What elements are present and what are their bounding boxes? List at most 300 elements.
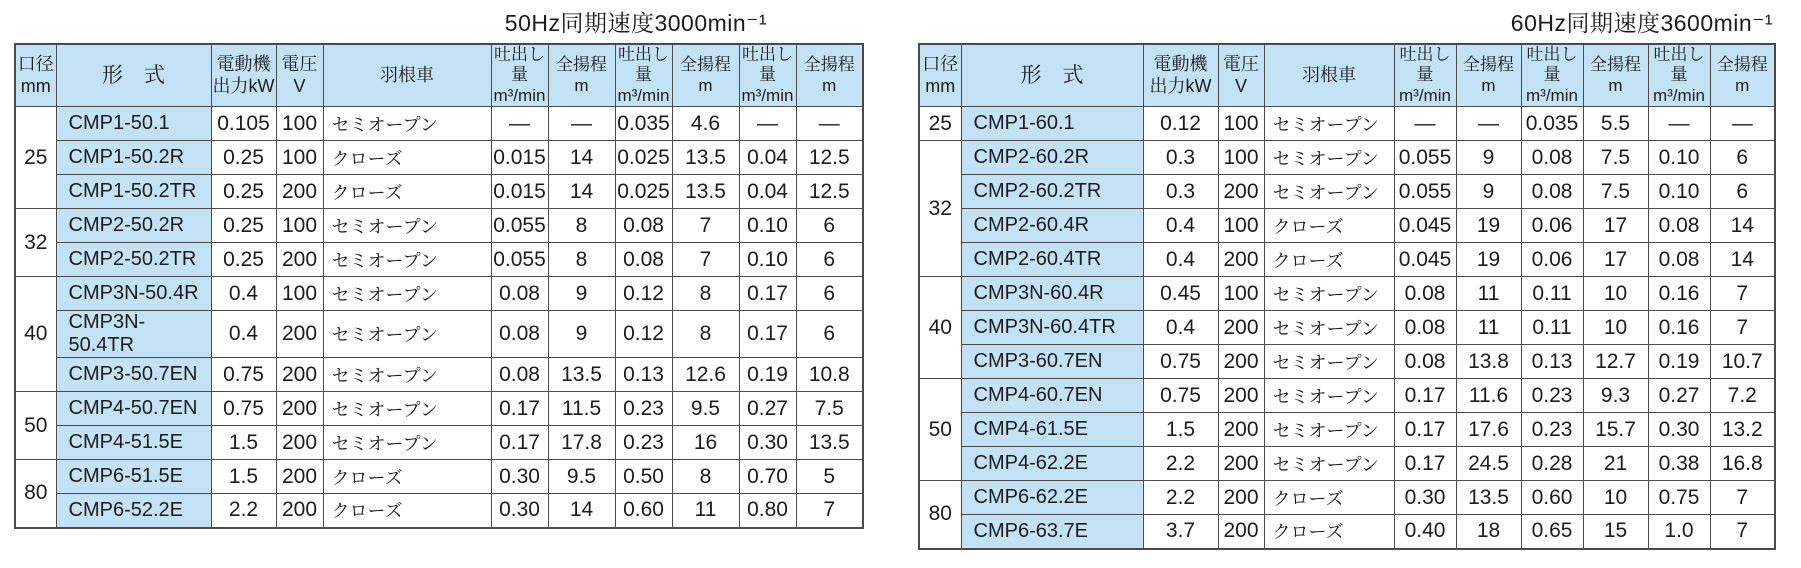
header-impeller xyxy=(1264,44,1394,107)
cell-total-head-3: 14 xyxy=(1710,243,1775,277)
cell-total-head-1: — xyxy=(1456,107,1521,141)
cell-discharge-1: 0.015 xyxy=(491,141,548,175)
cell-discharge-3: 0.19 xyxy=(739,358,796,392)
cell-impeller: クローズ xyxy=(323,494,491,528)
cell-motor-output: 0.25 xyxy=(211,243,276,277)
cell-model: CMP4-50.7EN xyxy=(56,392,211,426)
cell-voltage: 200 xyxy=(1218,311,1264,345)
cell-discharge-1: 0.30 xyxy=(1394,481,1456,515)
cell-motor-output: 3.7 xyxy=(1143,515,1218,549)
cell-discharge-2: 0.23 xyxy=(1521,379,1583,413)
cell-discharge-2: 0.60 xyxy=(1521,481,1583,515)
header-motor-output-label: 電動機 xyxy=(1153,53,1208,74)
cell-total-head-1: 24.5 xyxy=(1456,447,1521,481)
cell-model: CMP2-60.2TR xyxy=(961,175,1143,209)
spec-row xyxy=(919,243,1775,277)
cell-total-head-3: 6 xyxy=(1710,141,1775,175)
cell-total-head-2: 9.5 xyxy=(672,392,739,426)
header-impeller-label: 羽根車 xyxy=(1302,64,1356,85)
cell-discharge-3: 0.75 xyxy=(1648,481,1710,515)
cell-discharge-1: 0.055 xyxy=(491,243,548,277)
cell-voltage: 200 xyxy=(1218,175,1264,209)
cell-motor-output: 0.4 xyxy=(1143,243,1218,277)
header-discharge-3 xyxy=(739,44,796,107)
header-total-head-3-label: m xyxy=(822,75,837,95)
header-discharge-2-label: m³/min xyxy=(1526,85,1578,105)
cell-discharge-1: 0.055 xyxy=(1394,175,1456,209)
cell-discharge-3: 0.04 xyxy=(739,175,796,209)
cell-discharge-3: 0.17 xyxy=(739,277,796,311)
cell-total-head-3: 16.8 xyxy=(1710,447,1775,481)
cell-impeller: セミオープン xyxy=(323,209,491,243)
header-discharge-2 xyxy=(1521,44,1583,107)
cell-discharge-1: 0.08 xyxy=(1394,277,1456,311)
header-total-head-3-label: 全揚程 xyxy=(803,55,855,75)
spec-table-50hz xyxy=(14,43,864,529)
cell-model: CMP4-62.2E xyxy=(961,447,1143,481)
cell-total-head-2: 7.5 xyxy=(1583,141,1648,175)
header-impeller xyxy=(323,44,491,107)
cell-voltage: 200 xyxy=(1218,243,1264,277)
header-voltage-label: 電圧 xyxy=(281,53,318,74)
cell-voltage: 100 xyxy=(276,107,323,141)
cell-total-head-1: 9 xyxy=(548,311,615,358)
spec-row xyxy=(919,141,1775,175)
spec-row xyxy=(919,413,1775,447)
spec-table-head-50hz xyxy=(15,44,863,107)
header-model xyxy=(56,44,211,107)
header-discharge-2-label: 吐出し量 xyxy=(1526,45,1578,85)
cell-model: CMP2-60.2R xyxy=(961,141,1143,175)
spec-table-60hz xyxy=(918,43,1776,550)
header-total-head-2-label: m xyxy=(698,75,713,95)
table-title-60hz: 60Hz同期速度3600min⁻¹ xyxy=(1510,10,1773,36)
cell-total-head-1: 19 xyxy=(1456,243,1521,277)
header-discharge-3-label: m³/min xyxy=(741,85,794,105)
cell-discharge-2: 0.60 xyxy=(615,494,672,528)
cell-discharge-3: 0.10 xyxy=(739,209,796,243)
cell-total-head-2: 9.3 xyxy=(1583,379,1648,413)
cell-motor-output: 0.3 xyxy=(1143,141,1218,175)
cell-model: CMP6-63.7E xyxy=(961,515,1143,549)
cell-discharge-1: 0.08 xyxy=(1394,345,1456,379)
cell-impeller: セミオープン xyxy=(1264,141,1394,175)
cell-motor-output: 0.4 xyxy=(211,311,276,358)
spec-row xyxy=(919,311,1775,345)
cell-total-head-3: 6 xyxy=(796,209,863,243)
cell-total-head-1: 17.8 xyxy=(548,426,615,460)
header-bore-label: mm xyxy=(20,75,51,96)
header-voltage-label: V xyxy=(1234,75,1247,96)
cell-model: CMP1-60.1 xyxy=(961,107,1143,141)
cell-discharge-2: 0.23 xyxy=(615,392,672,426)
cell-impeller: セミオープン xyxy=(1264,345,1394,379)
cell-impeller: クローズ xyxy=(323,175,491,209)
cell-total-head-3: 7.5 xyxy=(796,392,863,426)
cell-discharge-3: 0.27 xyxy=(739,392,796,426)
header-bore-label: 口径 xyxy=(922,53,959,74)
cell-model: CMP4-61.5E xyxy=(961,413,1143,447)
header-bore-label: mm xyxy=(925,75,956,96)
header-motor-output-label: 出力kW xyxy=(1149,75,1212,96)
spec-table-head-60hz xyxy=(919,44,1775,107)
cell-bore: 40 xyxy=(919,277,961,379)
cell-discharge-1: 0.055 xyxy=(1394,141,1456,175)
cell-model: CMP4-51.5E xyxy=(56,426,211,460)
cell-discharge-1: 0.30 xyxy=(491,494,548,528)
spec-block-60hz xyxy=(918,6,1775,550)
header-discharge-3-label: 吐出し量 xyxy=(1653,45,1705,85)
cell-discharge-3: 0.04 xyxy=(739,141,796,175)
cell-discharge-2: 0.13 xyxy=(1521,345,1583,379)
cell-impeller: クローズ xyxy=(323,141,491,175)
spec-row xyxy=(15,426,863,460)
cell-total-head-3: 14 xyxy=(1710,209,1775,243)
cell-motor-output: 0.25 xyxy=(211,209,276,243)
cell-total-head-1: 14 xyxy=(548,141,615,175)
cell-total-head-1: 17.6 xyxy=(1456,413,1521,447)
cell-impeller: セミオープン xyxy=(323,311,491,358)
cell-total-head-2: 4.6 xyxy=(672,107,739,141)
cell-total-head-2: 8 xyxy=(672,277,739,311)
cell-discharge-2: 0.50 xyxy=(615,460,672,494)
cell-voltage: 100 xyxy=(276,209,323,243)
header-motor-output-label: 出力kW xyxy=(212,75,275,96)
cell-discharge-1: 0.17 xyxy=(1394,413,1456,447)
cell-voltage: 200 xyxy=(276,311,323,358)
cell-total-head-1: 11 xyxy=(1456,277,1521,311)
cell-total-head-3: 7 xyxy=(1710,515,1775,549)
cell-voltage: 100 xyxy=(276,141,323,175)
cell-discharge-3: 0.30 xyxy=(1648,413,1710,447)
cell-discharge-1: 0.015 xyxy=(491,175,548,209)
header-total-head-2-label: 全揚程 xyxy=(680,55,731,75)
cell-discharge-3: 0.08 xyxy=(1648,209,1710,243)
cell-discharge-3: 0.27 xyxy=(1648,379,1710,413)
cell-discharge-2: 0.08 xyxy=(1521,175,1583,209)
header-total-head-3 xyxy=(796,44,863,107)
header-model-label: 形 式 xyxy=(102,63,165,87)
header-discharge-3 xyxy=(1648,44,1710,107)
cell-impeller: セミオープン xyxy=(1264,175,1394,209)
cell-total-head-3: 7 xyxy=(1710,481,1775,515)
cell-impeller: セミオープン xyxy=(323,107,491,141)
cell-total-head-3: 12.5 xyxy=(796,175,863,209)
cell-discharge-3: 0.08 xyxy=(1648,243,1710,277)
header-discharge-1 xyxy=(1394,44,1456,107)
cell-model: CMP6-62.2E xyxy=(961,481,1143,515)
cell-total-head-1: 9 xyxy=(1456,141,1521,175)
spec-row xyxy=(15,494,863,528)
cell-total-head-3: 13.2 xyxy=(1710,413,1775,447)
spec-block-50hz xyxy=(14,6,862,529)
cell-total-head-2: 16 xyxy=(672,426,739,460)
cell-discharge-1: — xyxy=(1394,107,1456,141)
header-discharge-1-label: 吐出し量 xyxy=(494,45,545,85)
spec-table-body-50hz xyxy=(15,107,863,528)
header-bore-label: 口径 xyxy=(17,53,54,74)
cell-discharge-1: 0.08 xyxy=(491,358,548,392)
cell-discharge-1: — xyxy=(491,107,548,141)
cell-discharge-1: 0.045 xyxy=(1394,243,1456,277)
cell-total-head-3: 12.5 xyxy=(796,141,863,175)
cell-model: CMP1-50.2R xyxy=(56,141,211,175)
cell-motor-output: 1.5 xyxy=(1143,413,1218,447)
cell-impeller: セミオープン xyxy=(1264,447,1394,481)
cell-voltage: 100 xyxy=(1218,209,1264,243)
header-total-head-1-label: m xyxy=(1481,75,1496,95)
cell-discharge-1: 0.40 xyxy=(1394,515,1456,549)
cell-total-head-1: 14 xyxy=(548,175,615,209)
cell-discharge-2: 0.06 xyxy=(1521,243,1583,277)
cell-motor-output: 2.2 xyxy=(1143,447,1218,481)
cell-voltage: 200 xyxy=(276,494,323,528)
spec-row xyxy=(15,243,863,277)
cell-total-head-3: 6 xyxy=(796,277,863,311)
cell-voltage: 100 xyxy=(1218,277,1264,311)
header-model-label: 形 式 xyxy=(1020,63,1084,87)
cell-impeller: セミオープン xyxy=(1264,379,1394,413)
header-row xyxy=(15,44,863,107)
cell-total-head-2: 10 xyxy=(1583,481,1648,515)
cell-discharge-2: 0.035 xyxy=(1521,107,1583,141)
cell-total-head-1: 13.5 xyxy=(1456,481,1521,515)
cell-discharge-3: 0.10 xyxy=(1648,175,1710,209)
cell-model: CMP4-60.7EN xyxy=(961,379,1143,413)
cell-total-head-3: 6 xyxy=(796,243,863,277)
cell-impeller: セミオープン xyxy=(323,243,491,277)
cell-total-head-3: 7 xyxy=(796,494,863,528)
header-bore xyxy=(919,44,961,107)
cell-discharge-1: 0.17 xyxy=(1394,379,1456,413)
cell-voltage: 200 xyxy=(1218,379,1264,413)
cell-motor-output: 1.5 xyxy=(211,460,276,494)
cell-total-head-3: 10.8 xyxy=(796,358,863,392)
cell-total-head-1: 19 xyxy=(1456,209,1521,243)
cell-discharge-1: 0.08 xyxy=(491,311,548,358)
header-row xyxy=(919,44,1775,107)
cell-discharge-1: 0.17 xyxy=(491,392,548,426)
cell-bore: 40 xyxy=(15,277,56,392)
cell-total-head-1: 11 xyxy=(1456,311,1521,345)
cell-total-head-2: 8 xyxy=(672,460,739,494)
cell-impeller: セミオープン xyxy=(323,392,491,426)
cell-discharge-3: 0.16 xyxy=(1648,277,1710,311)
cell-discharge-3: 0.19 xyxy=(1648,345,1710,379)
cell-discharge-2: 0.11 xyxy=(1521,311,1583,345)
cell-voltage: 200 xyxy=(276,426,323,460)
cell-voltage: 200 xyxy=(1218,481,1264,515)
cell-discharge-2: 0.12 xyxy=(615,311,672,358)
cell-discharge-1: 0.30 xyxy=(491,460,548,494)
cell-voltage: 100 xyxy=(1218,141,1264,175)
cell-model: CMP2-60.4R xyxy=(961,209,1143,243)
cell-motor-output: 0.25 xyxy=(211,175,276,209)
cell-motor-output: 0.75 xyxy=(1143,345,1218,379)
header-discharge-1 xyxy=(491,44,548,107)
cell-total-head-2: 12.6 xyxy=(672,358,739,392)
cell-total-head-3: 6 xyxy=(1710,175,1775,209)
cell-motor-output: 0.45 xyxy=(1143,277,1218,311)
header-impeller-label: 羽根車 xyxy=(380,64,434,85)
header-voltage xyxy=(1218,44,1264,107)
cell-discharge-2: 0.13 xyxy=(615,358,672,392)
cell-discharge-2: 0.025 xyxy=(615,141,672,175)
header-motor-output xyxy=(211,44,276,107)
cell-impeller: セミオープン xyxy=(1264,277,1394,311)
cell-bore: 50 xyxy=(15,392,56,460)
cell-impeller: クローズ xyxy=(1264,243,1394,277)
header-total-head-1-label: m xyxy=(574,75,589,95)
cell-discharge-2: 0.08 xyxy=(615,209,672,243)
header-discharge-1-label: 吐出し量 xyxy=(1399,45,1451,85)
cell-total-head-2: 12.7 xyxy=(1583,345,1648,379)
cell-voltage: 200 xyxy=(276,358,323,392)
cell-total-head-2: 15.7 xyxy=(1583,413,1648,447)
cell-total-head-3: 7.2 xyxy=(1710,379,1775,413)
header-discharge-2-label: m³/min xyxy=(617,85,670,105)
header-voltage-label: V xyxy=(293,75,306,96)
cell-model: CMP2-50.2TR xyxy=(56,243,211,277)
cell-bore: 50 xyxy=(919,379,961,481)
cell-total-head-1: 13.5 xyxy=(548,358,615,392)
header-discharge-2-label: 吐出し量 xyxy=(618,45,669,85)
cell-total-head-2: 7 xyxy=(672,209,739,243)
spec-row xyxy=(15,358,863,392)
header-total-head-1-label: 全揚程 xyxy=(556,55,607,75)
cell-motor-output: 0.3 xyxy=(1143,175,1218,209)
cell-impeller: セミオープン xyxy=(1264,311,1394,345)
cell-total-head-3: 13.5 xyxy=(796,426,863,460)
cell-bore: 32 xyxy=(15,209,56,277)
cell-discharge-2: 0.28 xyxy=(1521,447,1583,481)
cell-model: CMP3N-50.4TR xyxy=(56,311,211,358)
cell-model: CMP6-51.5E xyxy=(56,460,211,494)
cell-discharge-3: 0.30 xyxy=(739,426,796,460)
cell-total-head-3: — xyxy=(796,107,863,141)
header-total-head-2 xyxy=(672,44,739,107)
cell-motor-output: 0.4 xyxy=(211,277,276,311)
cell-voltage: 200 xyxy=(276,460,323,494)
cell-total-head-1: 14 xyxy=(548,494,615,528)
cell-total-head-2: 7.5 xyxy=(1583,175,1648,209)
cell-impeller: セミオープン xyxy=(323,426,491,460)
cell-bore: 25 xyxy=(15,107,56,209)
cell-discharge-3: 0.10 xyxy=(1648,141,1710,175)
cell-discharge-3: — xyxy=(1648,107,1710,141)
cell-motor-output: 0.75 xyxy=(1143,379,1218,413)
cell-total-head-1: — xyxy=(548,107,615,141)
header-model xyxy=(961,44,1143,107)
cell-voltage: 200 xyxy=(1218,515,1264,549)
spec-row xyxy=(919,277,1775,311)
cell-discharge-2: 0.06 xyxy=(1521,209,1583,243)
cell-model: CMP3N-50.4R xyxy=(56,277,211,311)
cell-discharge-1: 0.17 xyxy=(1394,447,1456,481)
header-discharge-3-label: m³/min xyxy=(1653,85,1705,105)
cell-motor-output: 0.12 xyxy=(1143,107,1218,141)
cell-discharge-2: 0.12 xyxy=(615,277,672,311)
cell-impeller: クローズ xyxy=(1264,515,1394,549)
cell-bore: 80 xyxy=(15,460,56,528)
cell-total-head-1: 8 xyxy=(548,243,615,277)
spec-row xyxy=(15,311,863,358)
spec-row xyxy=(15,141,863,175)
header-discharge-1-label: m³/min xyxy=(493,85,546,105)
cell-discharge-3: 0.16 xyxy=(1648,311,1710,345)
header-total-head-3 xyxy=(1710,44,1775,107)
spec-row xyxy=(15,175,863,209)
cell-total-head-2: 17 xyxy=(1583,243,1648,277)
cell-motor-output: 0.25 xyxy=(211,141,276,175)
cell-voltage: 200 xyxy=(276,243,323,277)
cell-total-head-1: 18 xyxy=(1456,515,1521,549)
spec-table-body-60hz xyxy=(919,107,1775,549)
cell-model: CMP2-60.4TR xyxy=(961,243,1143,277)
cell-bore: 80 xyxy=(919,481,961,549)
cell-discharge-3: 0.10 xyxy=(739,243,796,277)
cell-discharge-2: 0.65 xyxy=(1521,515,1583,549)
cell-total-head-1: 13.8 xyxy=(1456,345,1521,379)
cell-total-head-1: 9.5 xyxy=(548,460,615,494)
cell-impeller: セミオープン xyxy=(323,358,491,392)
cell-discharge-2: 0.025 xyxy=(615,175,672,209)
cell-motor-output: 0.75 xyxy=(211,392,276,426)
cell-voltage: 200 xyxy=(1218,413,1264,447)
spec-row xyxy=(919,515,1775,549)
cell-discharge-3: 0.80 xyxy=(739,494,796,528)
header-total-head-2-label: m xyxy=(1608,75,1623,95)
cell-motor-output: 0.4 xyxy=(1143,209,1218,243)
cell-model: CMP3N-60.4TR xyxy=(961,311,1143,345)
cell-discharge-1: 0.055 xyxy=(491,209,548,243)
cell-total-head-1: 11.5 xyxy=(548,392,615,426)
header-discharge-2 xyxy=(615,44,672,107)
cell-discharge-1: 0.08 xyxy=(491,277,548,311)
spec-row xyxy=(919,175,1775,209)
header-motor-output xyxy=(1143,44,1218,107)
cell-total-head-2: 8 xyxy=(672,311,739,358)
cell-total-head-1: 11.6 xyxy=(1456,379,1521,413)
cell-model: CMP3-50.7EN xyxy=(56,358,211,392)
cell-total-head-2: 10 xyxy=(1583,311,1648,345)
cell-discharge-2: 0.08 xyxy=(615,243,672,277)
cell-total-head-3: 7 xyxy=(1710,311,1775,345)
cell-discharge-2: 0.23 xyxy=(615,426,672,460)
cell-voltage: 200 xyxy=(276,175,323,209)
cell-discharge-3: 0.70 xyxy=(739,460,796,494)
header-total-head-2 xyxy=(1583,44,1648,107)
cell-model: CMP6-52.2E xyxy=(56,494,211,528)
cell-total-head-3: 5 xyxy=(796,460,863,494)
header-discharge-3-label: 吐出し量 xyxy=(742,45,793,85)
header-bore xyxy=(15,44,56,107)
cell-model: CMP3-60.7EN xyxy=(961,345,1143,379)
header-total-head-2-label: 全揚程 xyxy=(1590,55,1641,75)
spec-row xyxy=(919,107,1775,141)
cell-voltage: 200 xyxy=(1218,345,1264,379)
cell-voltage: 200 xyxy=(1218,447,1264,481)
cell-motor-output: 1.5 xyxy=(211,426,276,460)
cell-bore: 32 xyxy=(919,141,961,277)
spec-row xyxy=(15,107,863,141)
cell-impeller: クローズ xyxy=(1264,209,1394,243)
cell-discharge-3: 0.38 xyxy=(1648,447,1710,481)
cell-model: CMP1-50.1 xyxy=(56,107,211,141)
header-discharge-1-label: m³/min xyxy=(1399,85,1451,105)
cell-impeller: セミオープン xyxy=(323,277,491,311)
spec-row xyxy=(919,447,1775,481)
